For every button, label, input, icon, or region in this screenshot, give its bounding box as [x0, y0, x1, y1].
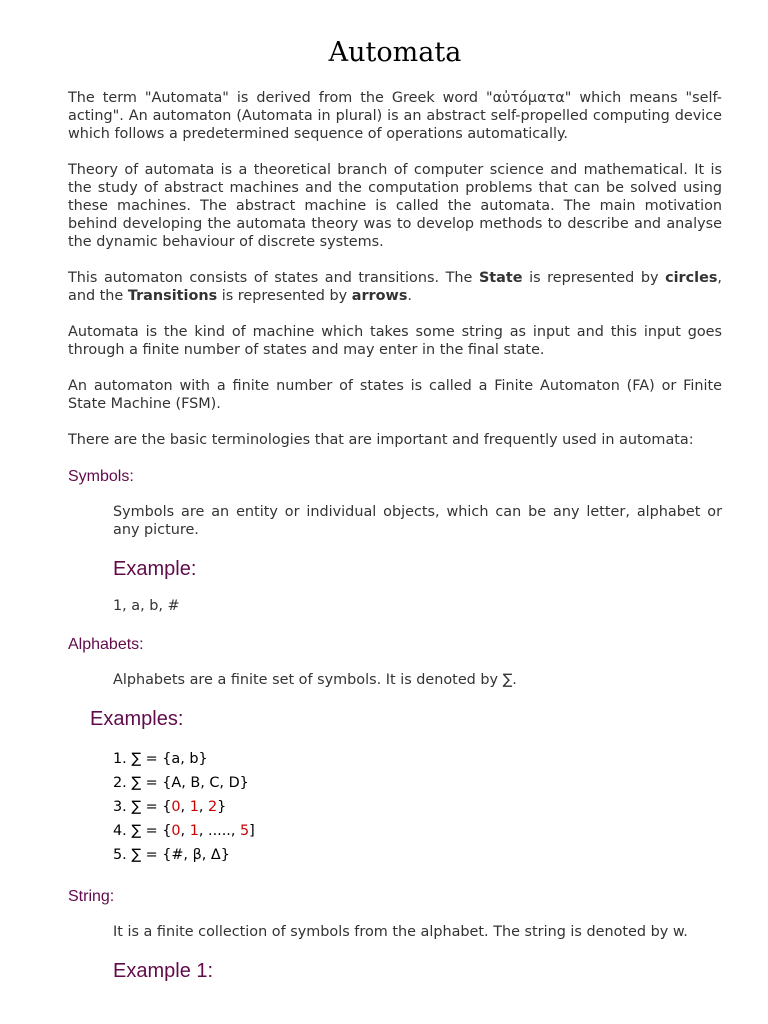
list-item — [113, 819, 722, 843]
theory-paragraph: Theory of automata is a theoretical branch of computer science and mathematical. It is the study of abstract machines and the computation problems that can be solved using these machines. The abstract machine is called the automata. The main motivation behind developing the automata theory was to develop methods to describe and analyse the dynamic behaviour of discrete systems. — [68, 162, 722, 250]
highlight-number: 5 — [240, 823, 250, 839]
string-section — [113, 923, 722, 983]
list-number: 2. — [113, 775, 127, 791]
list-number: 5. — [113, 847, 127, 863]
list-item-text: , — [180, 799, 190, 815]
symbols-section — [113, 503, 722, 615]
list-number: 1. — [113, 751, 127, 767]
list-item-text: } — [217, 799, 227, 815]
states-paragraph — [68, 269, 722, 305]
article — [68, 0, 722, 999]
highlight-number: 2 — [208, 799, 218, 815]
highlight-number: 1 — [189, 799, 199, 815]
list-item-text: ] — [249, 823, 255, 839]
symbols-description: Symbols are an entity or individual objects, which can be any letter, alphabet or any picture. — [113, 504, 722, 538]
alphabets-examples-heading: Examples: — [90, 708, 184, 730]
arrows-bold: arrows — [351, 288, 408, 304]
list-item-text: ∑ = { — [131, 823, 172, 839]
highlight-number: 1 — [189, 823, 199, 839]
symbols-example-heading: Example: — [113, 558, 197, 580]
string-description: It is a finite collection of symbols from the alphabet. The string is denoted by w. — [113, 924, 688, 940]
list-number: 4. — [113, 823, 127, 839]
intro-paragraph: The term "Automata" is derived from the Greek word "αὐτόματα" which means "self-acting". An automaton (Automata in plural) is an abstract self-propelled computing device which follows a predetermined sequence of operations automatically. — [68, 90, 722, 142]
state-bold: State — [478, 270, 523, 286]
list-item — [113, 795, 722, 819]
states-text-5: . — [407, 288, 412, 304]
list-item-text: ∑ = { — [131, 799, 172, 815]
transitions-bold: Transitions — [127, 288, 218, 304]
alphabets-example-list — [68, 747, 722, 867]
page-title: Automata — [328, 37, 462, 68]
alphabets-section — [113, 671, 722, 689]
machine-paragraph: Automata is the kind of machine which takes some string as input and this input goes through a finite number of states and may enter in the final state. — [68, 324, 722, 358]
list-item — [113, 771, 722, 795]
list-item-text: ∑ = {a, b} — [131, 751, 208, 767]
terminology-paragraph: There are the basic terminologies that are important and frequently used in automata: — [68, 432, 694, 448]
states-text-3: , and the — [68, 270, 722, 304]
states-text-4: is represented by — [217, 288, 352, 304]
circles-bold: circles — [665, 270, 718, 286]
list-number: 3. — [113, 799, 127, 815]
string-heading: String: — [68, 888, 115, 905]
symbols-example: 1, a, b, # — [113, 598, 180, 614]
highlight-number: 0 — [171, 823, 181, 839]
list-item-text: , — [198, 799, 208, 815]
list-item-text: ∑ = {#, β, Δ} — [131, 847, 230, 863]
string-example-heading: Example 1: — [113, 960, 214, 982]
symbols-heading: Symbols: — [68, 468, 134, 485]
list-item-text: , ....., — [198, 823, 241, 839]
alphabets-heading: Alphabets: — [68, 636, 144, 653]
list-item — [113, 843, 722, 867]
alphabets-description: Alphabets are a finite set of symbols. It is denoted by ∑. — [113, 672, 517, 688]
list-item-text: ∑ = {A, B, C, D} — [131, 775, 249, 791]
states-text-2: is represented by — [522, 270, 666, 286]
fsm-paragraph: An automaton with a finite number of states is called a Finite Automaton (FA) or Finite State Machine (FSM). — [68, 378, 722, 412]
states-text-1: This automaton consists of states and transitions. The — [68, 270, 479, 286]
highlight-number: 0 — [171, 799, 181, 815]
list-item — [113, 747, 722, 771]
list-item-text: , — [180, 823, 190, 839]
